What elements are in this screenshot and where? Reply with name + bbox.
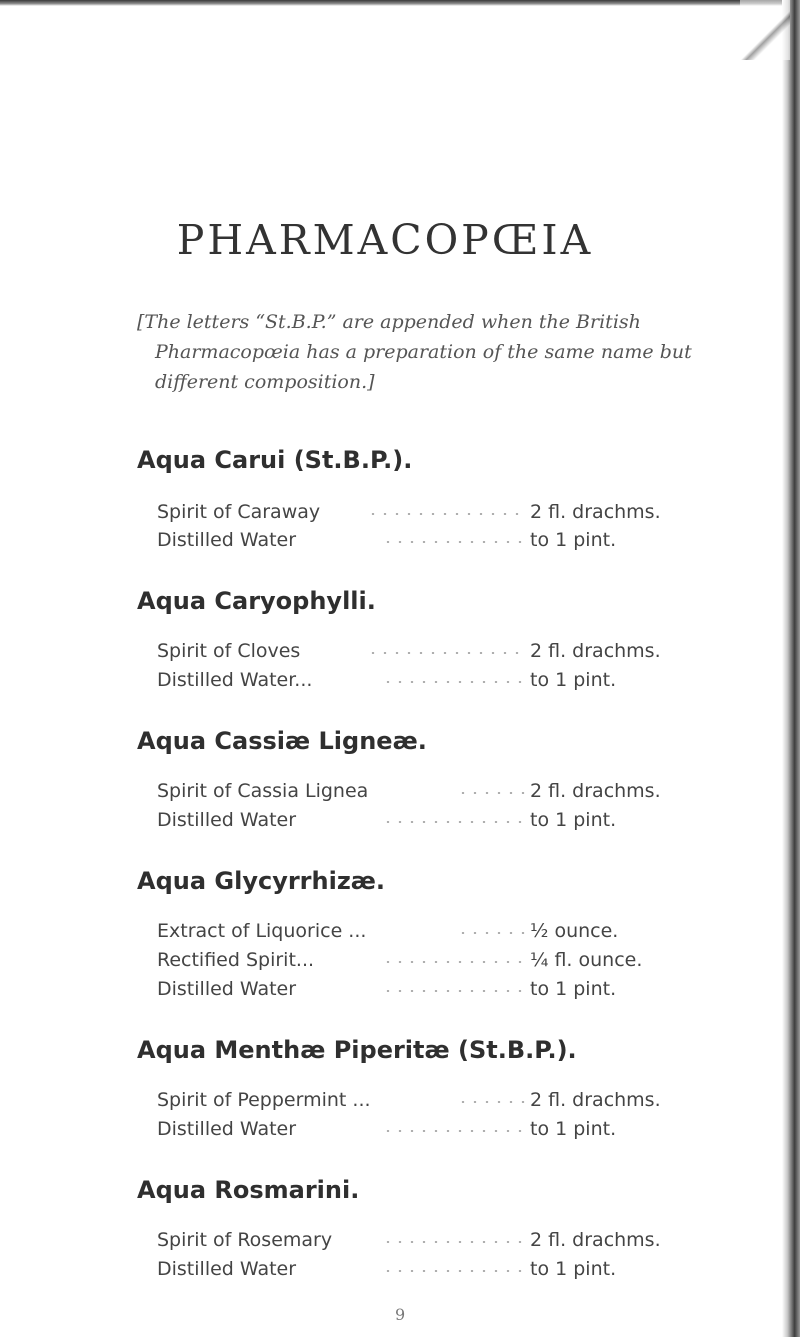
ingredient-name: Distilled Water — [157, 978, 297, 1000]
leader-dots — [382, 1241, 527, 1243]
ingredient-row — [157, 501, 727, 529]
leader-dots — [382, 961, 527, 963]
leader-dots — [457, 932, 527, 934]
page-top-edge — [0, 0, 800, 6]
ingredient-name: Spirit of Cassia Lignea — [157, 780, 369, 802]
ingredient-name: Extract of Liquorice ... — [157, 920, 367, 942]
page-corner-fold — [740, 0, 790, 60]
ingredient-row — [157, 1118, 727, 1146]
ingredient-name: Spirit of Peppermint ... — [157, 1089, 371, 1111]
ingredient-quantity: to 1 pint. — [530, 1118, 617, 1140]
ingredient-name: Distilled Water — [157, 1258, 297, 1280]
ingredient-name: Rectified Spirit... — [157, 949, 315, 971]
recipe-name: Aqua Carui (St.B.P.). — [137, 446, 413, 474]
leader-dots — [382, 990, 527, 992]
recipe-name: Aqua Glycyrrhizæ. — [137, 867, 386, 895]
leader-dots — [382, 681, 527, 683]
ingredient-row — [157, 809, 727, 837]
leader-dots — [367, 652, 527, 654]
ingredient-quantity: ½ ounce. — [530, 920, 619, 942]
ingredient-row — [157, 1229, 727, 1257]
ingredient-quantity: 2 fl. drachms. — [530, 1089, 661, 1111]
editorial-note — [137, 307, 737, 397]
ingredient-quantity: to 1 pint. — [530, 1258, 617, 1280]
ingredient-row — [157, 949, 727, 977]
ingredient-name: Spirit of Cloves — [157, 640, 301, 662]
ingredient-row — [157, 1258, 727, 1286]
recipe-name: Aqua Caryophylli. — [137, 587, 376, 615]
ingredient-quantity: 2 fl. drachms. — [530, 501, 661, 523]
ingredient-quantity: to 1 pint. — [530, 669, 617, 691]
leader-dots — [382, 1270, 527, 1272]
ingredient-quantity: to 1 pint. — [530, 809, 617, 831]
ingredient-name: Distilled Water — [157, 1118, 297, 1140]
ingredient-quantity: 2 fl. drachms. — [530, 780, 661, 802]
ingredient-row — [157, 978, 727, 1006]
page-number: 9 — [395, 1305, 406, 1324]
ingredient-quantity: ¼ fl. ounce. — [530, 949, 643, 971]
note-line: [The letters “St.B.P.” are appended when the British — [137, 311, 641, 333]
note-line: different composition.] — [155, 371, 375, 393]
recipe-name: Aqua Cassiæ Ligneæ. — [137, 727, 427, 755]
page-right-edge — [782, 0, 800, 1337]
recipe-name: Aqua Rosmarini. — [137, 1176, 360, 1204]
ingredient-name: Distilled Water — [157, 529, 297, 551]
ingredient-quantity: 2 fl. drachms. — [530, 640, 661, 662]
ingredient-row — [157, 1089, 727, 1117]
leader-dots — [382, 1130, 527, 1132]
note-line: Pharmacopœia has a preparation of the same name but — [155, 341, 692, 363]
ingredient-row — [157, 920, 727, 948]
leader-dots — [382, 821, 527, 823]
ingredient-name: Spirit of Caraway — [157, 501, 321, 523]
ingredient-name: Distilled Water — [157, 809, 297, 831]
ingredient-quantity: to 1 pint. — [530, 529, 617, 551]
leader-dots — [382, 541, 527, 543]
page-title: PHARMACOPŒIA — [176, 216, 594, 264]
leader-dots — [457, 1101, 527, 1103]
ingredient-quantity: 2 fl. drachms. — [530, 1229, 661, 1251]
ingredient-name: Distilled Water... — [157, 669, 313, 691]
ingredient-quantity: to 1 pint. — [530, 978, 617, 1000]
ingredient-row — [157, 640, 727, 668]
ingredient-row — [157, 529, 727, 557]
leader-dots — [367, 513, 527, 515]
ingredient-row — [157, 780, 727, 808]
ingredient-row — [157, 669, 727, 697]
ingredient-name: Spirit of Rosemary — [157, 1229, 333, 1251]
recipe-name: Aqua Menthæ Piperitæ (St.B.P.). — [137, 1036, 577, 1064]
leader-dots — [457, 792, 527, 794]
